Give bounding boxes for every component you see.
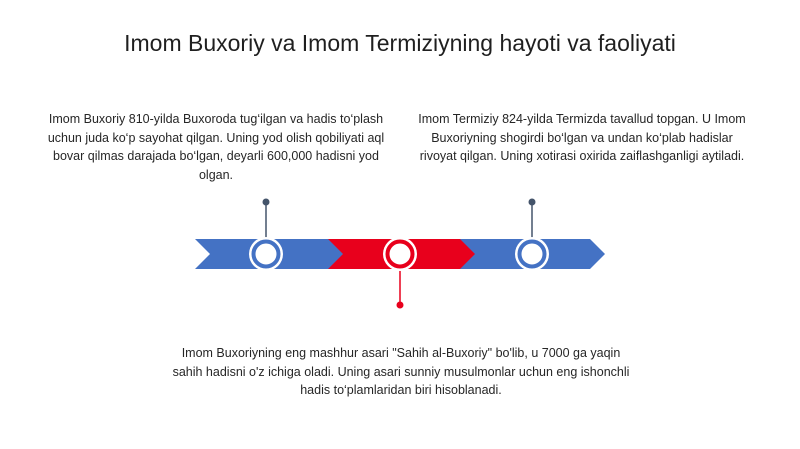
connector-pin-3-icon xyxy=(529,199,536,206)
text-block-termiziy: Imom Termiziy 824-yilda Termizda tavallud topgan. U Imom Buxoriyning shogirdi bo‘lgan va undan ko‘plab hadislar rivoyat qilgan. Uning xotirasi oxirida zaiflashganligi aytiladi. xyxy=(418,112,746,163)
connector-pin-2-icon xyxy=(397,302,404,309)
slide-title: Imom Buxoriy va Imom Termiziyning hayoti va faoliyati xyxy=(124,30,676,56)
milestone-ring-1-icon xyxy=(249,237,283,271)
milestone-ring-2-icon xyxy=(383,237,417,271)
text-block-sahih: Imom Buxoriyning eng mashhur asari "Sahih al-Buxoriy" bo'lib, u 7000 ga yaqin sahih hadisni o'z ichiga oladi. Uning asari sunniy musulmonlar uchun eng ishonchli hadis to‘plamlaridan biri hisoblanadi. xyxy=(172,346,630,397)
text-block-buxoriy: Imom Buxoriy 810-yilda Buxoroda tug‘ilgan va hadis to‘plash uchun juda ko‘p sayohat qilgan. Uning yod olish qobiliyati aql bovar qilmas darajada bo‘lgan, deyarli 600,000 hadisni yod olgan. xyxy=(47,112,385,182)
milestone-ring-3-icon xyxy=(515,237,549,271)
connector-pin-1-icon xyxy=(263,199,270,206)
